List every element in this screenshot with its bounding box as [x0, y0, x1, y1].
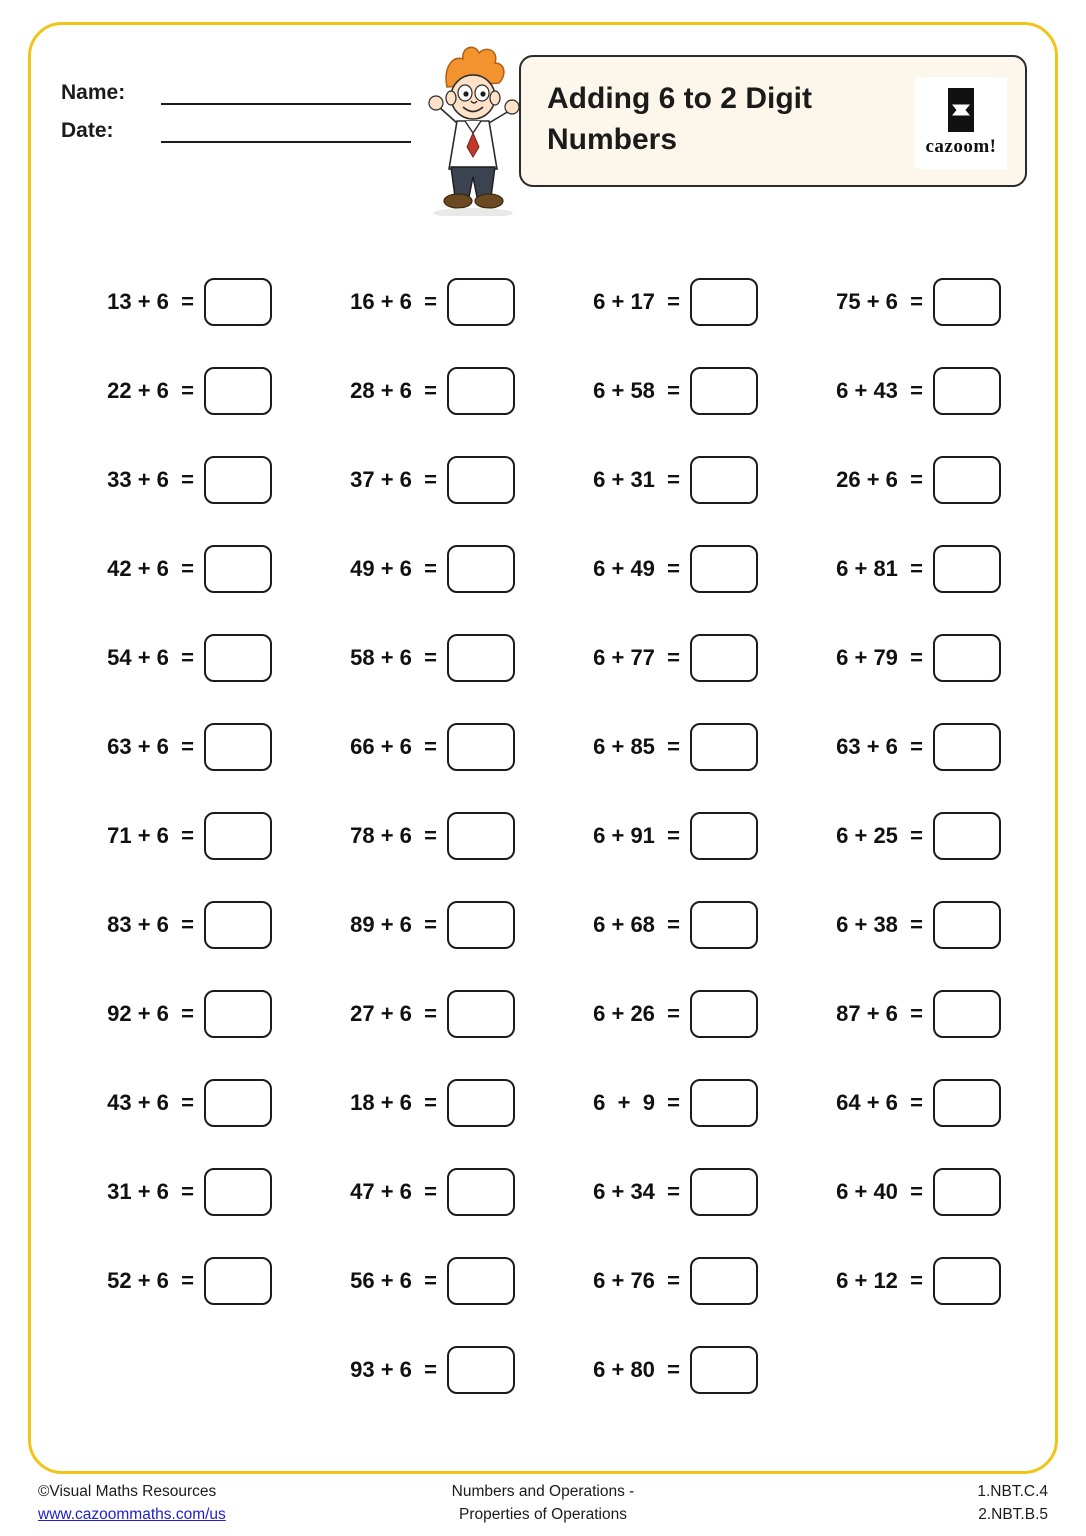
answer-box[interactable]: [447, 1079, 515, 1127]
footer-left: [38, 1480, 226, 1527]
question-expression: 93 + 6 =: [350, 1356, 437, 1382]
question-expression: 47 + 6 =: [350, 1178, 437, 1204]
question-item: [788, 524, 1031, 613]
answer-box[interactable]: [690, 812, 758, 860]
answer-box[interactable]: [933, 1257, 1001, 1305]
question-expression: 31 + 6 =: [107, 1178, 194, 1204]
question-item: [302, 1236, 545, 1325]
question-item: [59, 880, 302, 969]
question-expression: 6 + 68 =: [593, 911, 680, 937]
question-item: [545, 1325, 788, 1414]
page-title: Adding 6 to 2 Digit Numbers: [547, 82, 812, 156]
answer-box[interactable]: [690, 1346, 758, 1394]
question-item: [545, 702, 788, 791]
question-item: [788, 435, 1031, 524]
question-item: [59, 1236, 302, 1325]
question-expression: 6 + 77 =: [593, 644, 680, 670]
question-expression: 33 + 6 =: [107, 466, 194, 492]
question-expression: 42 + 6 =: [107, 555, 194, 581]
answer-box[interactable]: [204, 545, 272, 593]
question-item: [59, 346, 302, 435]
question-expression: 6 + 85 =: [593, 733, 680, 759]
answer-box[interactable]: [204, 1079, 272, 1127]
answer-box[interactable]: [204, 1257, 272, 1305]
question-item: [788, 969, 1031, 1058]
question-expression: 83 + 6 =: [107, 911, 194, 937]
question-item: [59, 435, 302, 524]
answer-box[interactable]: [690, 1257, 758, 1305]
answer-box[interactable]: [447, 1168, 515, 1216]
answer-box[interactable]: [933, 367, 1001, 415]
question-expression: 27 + 6 =: [350, 1000, 437, 1026]
question-expression: 28 + 6 =: [350, 377, 437, 403]
answer-box[interactable]: [690, 367, 758, 415]
question-item: [545, 880, 788, 969]
question-item: [788, 791, 1031, 880]
question-item: [545, 1058, 788, 1147]
question-item: [302, 880, 545, 969]
question-item: [545, 524, 788, 613]
question-expression: 37 + 6 =: [350, 466, 437, 492]
question-item-empty: [788, 1325, 1031, 1414]
question-expression: 56 + 6 =: [350, 1267, 437, 1293]
answer-box[interactable]: [447, 1346, 515, 1394]
answer-box[interactable]: [933, 901, 1001, 949]
question-item: [59, 524, 302, 613]
answer-box[interactable]: [204, 723, 272, 771]
question-item: [788, 346, 1031, 435]
question-expression: 66 + 6 =: [350, 733, 437, 759]
question-expression: 26 + 6 =: [836, 466, 923, 492]
title-box: [519, 55, 1027, 187]
question-item: [545, 613, 788, 702]
question-item: [788, 702, 1031, 791]
answer-box[interactable]: [204, 278, 272, 326]
question-item: [545, 435, 788, 524]
question-item: [545, 969, 788, 1058]
answer-box[interactable]: [447, 278, 515, 326]
question-item: [788, 1058, 1031, 1147]
question-expression: 49 + 6 =: [350, 555, 437, 581]
answer-box[interactable]: [204, 456, 272, 504]
question-expression: 54 + 6 =: [107, 644, 194, 670]
question-item: [302, 435, 545, 524]
answer-box[interactable]: [204, 812, 272, 860]
question-item: [302, 969, 545, 1058]
answer-box[interactable]: [690, 545, 758, 593]
question-item: [545, 1236, 788, 1325]
question-expression: 75 + 6 =: [836, 288, 923, 314]
question-expression: 63 + 6 =: [836, 733, 923, 759]
worksheet-header: [31, 25, 1055, 235]
question-item: [302, 257, 545, 346]
question-item: [302, 346, 545, 435]
date-write-line[interactable]: [161, 121, 411, 143]
question-expression: 6 + 12 =: [836, 1267, 923, 1293]
question-item: [545, 1147, 788, 1236]
answer-box[interactable]: [204, 634, 272, 682]
name-write-line[interactable]: [161, 83, 411, 105]
question-expression: 6 + 79 =: [836, 644, 923, 670]
question-expression: 6 + 26 =: [593, 1000, 680, 1026]
answer-box[interactable]: [447, 1257, 515, 1305]
question-column-2: [302, 257, 545, 1414]
answer-box[interactable]: [447, 367, 515, 415]
question-expression: 13 + 6 =: [107, 288, 194, 314]
answer-box[interactable]: [690, 634, 758, 682]
answer-box[interactable]: [447, 456, 515, 504]
answer-box[interactable]: [204, 1168, 272, 1216]
question-expression: 63 + 6 =: [107, 733, 194, 759]
question-expression: 6 + 76 =: [593, 1267, 680, 1293]
answer-box[interactable]: [204, 367, 272, 415]
answer-box[interactable]: [690, 1168, 758, 1216]
footer-right: [977, 1480, 1048, 1527]
question-expression: 6 + 17 =: [593, 288, 680, 314]
question-expression: 71 + 6 =: [107, 822, 194, 848]
question-expression: 58 + 6 =: [350, 644, 437, 670]
question-expression: 6 + 9 =: [593, 1089, 680, 1115]
question-item: [59, 1147, 302, 1236]
question-expression: 6 + 38 =: [836, 911, 923, 937]
answer-box[interactable]: [447, 634, 515, 682]
question-expression: 22 + 6 =: [107, 377, 194, 403]
question-expression: 87 + 6 =: [836, 1000, 923, 1026]
question-column-3: [545, 257, 788, 1414]
question-expression: 16 + 6 =: [350, 288, 437, 314]
question-item: [59, 702, 302, 791]
footer-center: [452, 1480, 635, 1527]
question-item: [302, 613, 545, 702]
answer-box[interactable]: [447, 990, 515, 1038]
logo-text: cazoom!: [925, 136, 997, 157]
question-item: [59, 257, 302, 346]
question-item: [302, 1147, 545, 1236]
answer-box[interactable]: [690, 723, 758, 771]
topic-line-1: Numbers and Operations -: [451, 1483, 635, 1500]
answer-box[interactable]: [933, 456, 1001, 504]
question-expression: 6 + 25 =: [836, 822, 923, 848]
copyright-text: ©Visual Maths Resources: [38, 1483, 217, 1500]
hourglass-icon: [948, 88, 974, 132]
question-item: [788, 257, 1031, 346]
question-expression: 18 + 6 =: [350, 1089, 437, 1115]
question-expression: 6 + 31 =: [593, 466, 680, 492]
answer-box[interactable]: [690, 1079, 758, 1127]
answer-box[interactable]: [447, 812, 515, 860]
question-column-4: [788, 257, 1031, 1414]
question-item: [59, 1058, 302, 1147]
answer-box[interactable]: [690, 456, 758, 504]
answer-box[interactable]: [204, 990, 272, 1038]
answer-box[interactable]: [933, 278, 1001, 326]
question-item: [59, 791, 302, 880]
answer-box[interactable]: [690, 278, 758, 326]
standard-code-1: 1.NBT.C.4: [977, 1483, 1048, 1500]
answer-box[interactable]: [933, 1168, 1001, 1216]
question-item: [302, 791, 545, 880]
question-expression: 6 + 80 =: [593, 1356, 680, 1382]
answer-box[interactable]: [204, 901, 272, 949]
question-item: [788, 1147, 1031, 1236]
answer-box[interactable]: [933, 545, 1001, 593]
standard-code-2: 2.NBT.B.5: [978, 1506, 1048, 1524]
question-item: [788, 880, 1031, 969]
cazoom-logo: [915, 77, 1007, 169]
question-item: [788, 613, 1031, 702]
name-date-block: [61, 67, 411, 143]
question-expression: 92 + 6 =: [107, 1000, 194, 1026]
question-item: [302, 524, 545, 613]
answer-box[interactable]: [447, 723, 515, 771]
worksheet-page: [28, 22, 1058, 1474]
worksheet-footer: [28, 1480, 1058, 1532]
question-item: [545, 257, 788, 346]
question-item: [302, 702, 545, 791]
question-expression: 6 + 81 =: [836, 555, 923, 581]
question-expression: 6 + 40 =: [836, 1178, 923, 1204]
answer-box[interactable]: [933, 812, 1001, 860]
question-expression: 6 + 43 =: [836, 377, 923, 403]
question-item: [59, 613, 302, 702]
name-row: [61, 67, 411, 105]
question-item-empty: [59, 1325, 302, 1414]
answer-box[interactable]: [690, 901, 758, 949]
mascot-illustration-icon: [413, 41, 533, 216]
answer-box[interactable]: [447, 545, 515, 593]
question-expression: 43 + 6 =: [107, 1089, 194, 1115]
topic-line-2: Properties of Operations: [458, 1506, 628, 1524]
question-expression: 78 + 6 =: [350, 822, 437, 848]
questions-grid: [59, 257, 1031, 1414]
question-expression: 6 + 49 =: [593, 555, 680, 581]
answer-box[interactable]: [933, 990, 1001, 1038]
question-expression: 6 + 91 =: [593, 822, 680, 848]
answer-box[interactable]: [933, 634, 1001, 682]
question-expression: 6 + 34 =: [593, 1178, 680, 1204]
question-expression: 6 + 58 =: [593, 377, 680, 403]
answer-box[interactable]: [447, 901, 515, 949]
answer-box[interactable]: [933, 723, 1001, 771]
name-label: Name:: [61, 81, 126, 104]
website-link[interactable]: www.cazoommaths.com/us: [38, 1506, 226, 1524]
answer-box[interactable]: [933, 1079, 1001, 1127]
answer-box[interactable]: [690, 990, 758, 1038]
question-item: [302, 1325, 545, 1414]
question-column-1: [59, 257, 302, 1414]
question-expression: 64 + 6 =: [836, 1089, 923, 1115]
question-item: [545, 791, 788, 880]
question-expression: 89 + 6 =: [350, 911, 437, 937]
question-item: [545, 346, 788, 435]
question-item: [59, 969, 302, 1058]
date-row: [61, 105, 411, 143]
question-expression: 52 + 6 =: [107, 1267, 194, 1293]
date-label: Date:: [61, 119, 114, 142]
question-item: [302, 1058, 545, 1147]
question-item: [788, 1236, 1031, 1325]
